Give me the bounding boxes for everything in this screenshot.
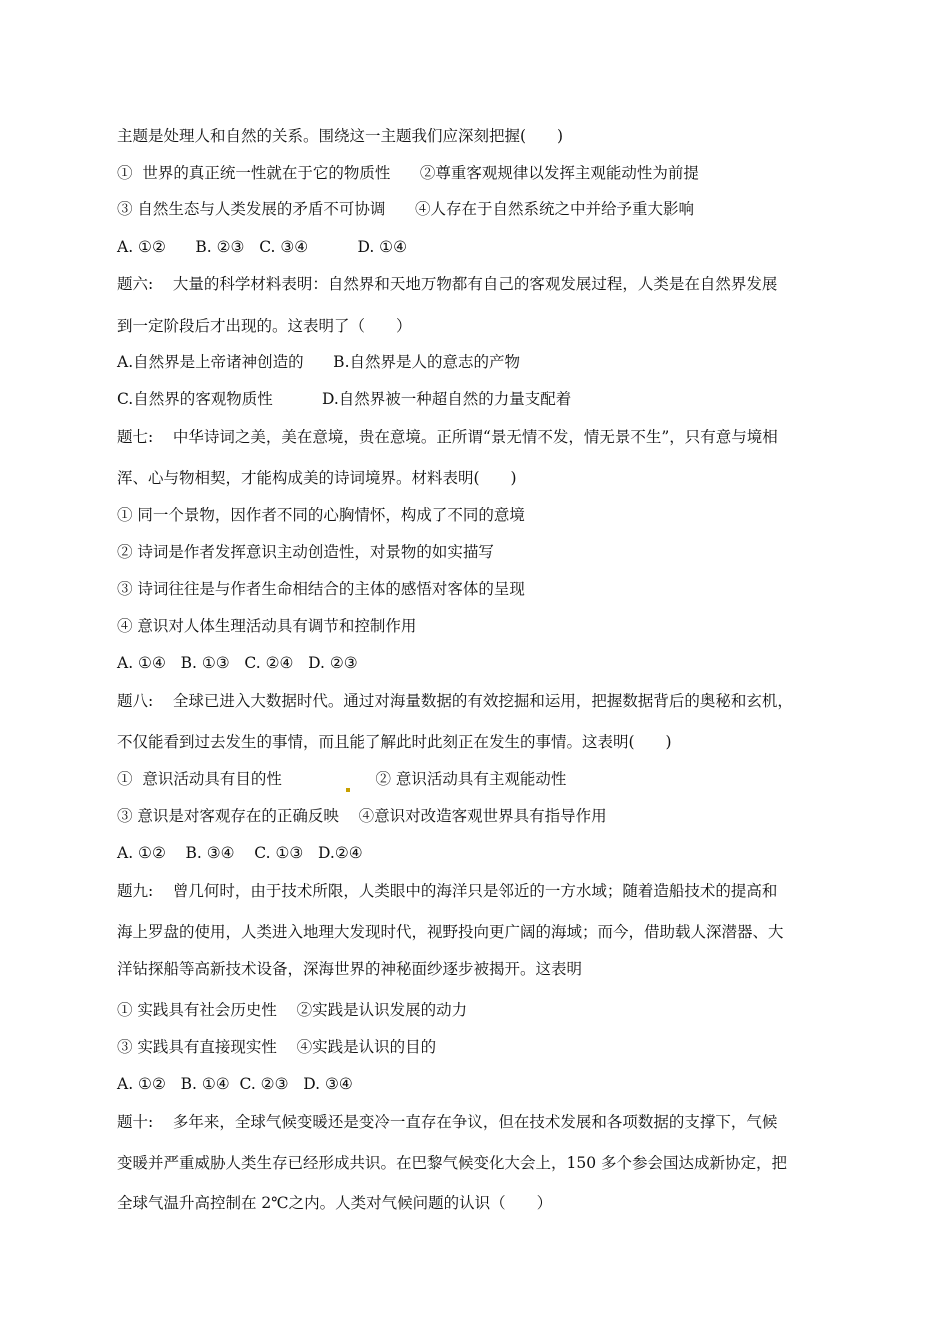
answer-choices: A. ①② B. ②③ C. ③④ D. ①④ xyxy=(117,238,407,256)
answer-choices: A. ①② B. ③④ C. ①③ D.②④ xyxy=(117,844,363,862)
question-text-line: 洋钻探船等高新技术设备，深海世界的神秘面纱逐步被揭开。这表明 xyxy=(117,960,583,978)
question-text-line: 到一定阶段后才出现的。这表明了（ ） xyxy=(117,317,412,335)
question-text-line: 海上罗盘的使用，人类进入地理大发现时代，视野投向更广阔的海域；而今，借助载人深潜器、大 xyxy=(117,923,784,941)
option-line: ① 同一个景物，因作者不同的心胸情怀，构成了不同的意境 xyxy=(117,506,525,524)
option-line: ③ 诗词往往是与作者生命相结合的主体的感悟对客体的呈现 xyxy=(117,580,525,598)
question-text-line: 全球气温升高控制在 2℃之内。人类对气候问题的认识（ ） xyxy=(117,1194,553,1212)
option-line: ② 诗词是作者发挥意识主动创造性，对景物的如实描写 xyxy=(117,543,494,561)
option-line: ① 世界的真正统一性就在于它的物质性 ②尊重客观规律以发挥主观能动性为前提 xyxy=(117,164,699,182)
option-line: A.自然界是上帝诸神创造的 B.自然界是人的意志的产物 xyxy=(117,353,521,371)
question-7-title: 题七: 中华诗词之美，美在意境，贵在意境。正所谓“景无情不发，情无景不生”，只有意与境相 xyxy=(117,428,778,446)
stray-mark xyxy=(346,788,350,792)
answer-choices: A. ①④ B. ①③ C. ②④ D. ②③ xyxy=(117,654,358,672)
question-9-title: 题九: 曾几何时，由于技术所限，人类眼中的海洋只是邻近的一方水域；随着造船技术的提高和 xyxy=(117,882,778,900)
option-line: ① 意识活动具有目的性 ② 意识活动具有主观能动性 xyxy=(117,770,567,788)
option-line: C.自然界的客观物质性 D.自然界被一种超自然的力量支配着 xyxy=(117,390,572,408)
option-line: ① 实践具有社会历史性 ②实践是认识发展的动力 xyxy=(117,1001,468,1019)
answer-choices: A. ①② B. ①④ C. ②③ D. ③④ xyxy=(117,1075,353,1093)
question-10-title: 题十: 多年来，全球气候变暖还是变冷一直存在争议，但在技术发展和各项数据的支撑下，气候 xyxy=(117,1113,778,1131)
option-line: ③ 意识是对客观存在的正确反映 ④意识对改造客观世界具有指导作用 xyxy=(117,807,607,825)
question-text-line: 不仅能看到过去发生的事情，而且能了解此时此刻正在发生的事情。这表明( ) xyxy=(117,733,672,751)
question-text-line: 主题是处理人和自然的关系。围绕这一主题我们应深刻把握( ) xyxy=(117,127,564,145)
question-6-title: 题六: 大量的科学材料表明：自然界和天地万物都有自己的客观发展过程，人类是在自然界发展 xyxy=(117,275,778,293)
question-8-title: 题八: 全球已进入大数据时代。通过对海量数据的有效挖掘和运用，把握数据背后的奥秘和玄机， xyxy=(117,692,793,710)
option-line: ③ 实践具有直接现实性 ④实践是认识的目的 xyxy=(117,1038,437,1056)
question-text-line: 浑、心与物相契，才能构成美的诗词境界。材料表明( ) xyxy=(117,469,517,487)
question-text-line: 变暖并严重威胁人类生存已经形成共识。在巴黎气候变化大会上，150 多个参会国达成新协定，把 xyxy=(117,1154,788,1172)
option-line: ③ 自然生态与人类发展的矛盾不可协调 ④人存在于自然系统之中并给予重大影响 xyxy=(117,200,694,218)
option-line: ④ 意识对人体生理活动具有调节和控制作用 xyxy=(117,617,417,635)
